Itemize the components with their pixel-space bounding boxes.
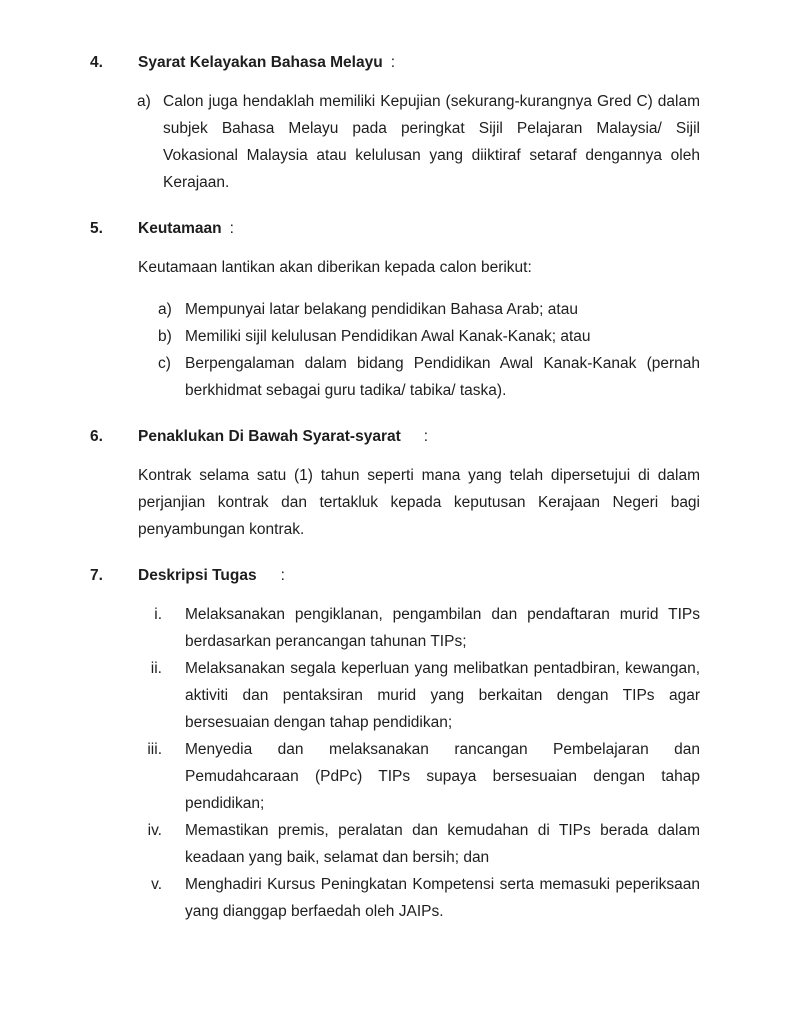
section-5 [90,215,700,404]
section-heading-text: Penaklukan Di Bawah Syarat-syarat [138,428,401,445]
list-item-text: Melaksanakan pengiklanan, pengambilan dan pendaftaran murid TIPs berdasarkan perancangan tahunan TIPs; [185,606,700,650]
list-item [138,601,700,655]
list-item-text: Berpengalaman dalam bidang Pendidikan Awal Kanak-Kanak (pernah berkhidmat sebagai guru tadika/ tabika/ taska). [185,355,700,399]
list-marker: b) [158,328,172,345]
section-6-heading-row [90,423,700,450]
body-paragraph: Kontrak selama satu (1) tahun seperti mana yang telah dipersetujui di dalam perjanjian kontrak dan tertakluk kepada keputusan Kerajaan Negeri bagi penyambungan kontrak. [138,467,700,538]
section-heading [138,423,428,450]
intro-paragraph: Keutamaan lantikan akan diberikan kepada calon berikut: [138,259,532,276]
heading-colon: : [280,567,285,584]
section-6 [90,423,700,543]
list-marker: v. [151,876,162,893]
section-number: 5. [90,220,103,237]
section-heading [138,215,234,242]
list-item-text: Calon juga hendaklah memiliki Kepujian (sekurang-kurangnya Gred C) dalam subjek Bahasa Melayu pada peringkat Sijil Pelajaran Malaysia/ Sijil Vokasional Malaysia atau kelulusan yang diiktiraf setaraf dengannya oleh Kerajaan. [163,93,700,191]
list-item-text: Menyedia dan melaksanakan rancangan Pembelajaran dan Pemudahcaraan (PdPc) TIPs supaya bersesuaian dengan tahap pendidikan; [185,741,700,812]
list-item [158,323,700,350]
list-item-text: Menghadiri Kursus Peningkatan Kompetensi serta memasuki peperiksaan yang dianggap berfaedah oleh JAIPs. [185,876,700,920]
section-5-heading-row [90,215,700,242]
list-item [138,736,700,817]
list-marker: i. [154,606,162,623]
heading-colon: : [423,428,429,445]
section-heading [138,49,395,76]
section-heading-text: Deskripsi Tugas [138,567,257,584]
section-7 [90,562,700,925]
list-marker: iii. [147,741,162,758]
section-7-heading-row [90,562,700,589]
list-marker: ii. [150,660,162,677]
section-4-heading-row [90,49,700,76]
list-item-text: Memiliki sijil kelulusan Pendidikan Awal Kanak-Kanak; atau [185,328,591,345]
list-item [158,350,700,404]
section-number: 6. [90,428,103,445]
list-item-text: Mempunyai latar belakang pendidikan Bahasa Arab; atau [185,301,578,318]
letter-list [138,88,700,196]
list-item [158,296,700,323]
list-marker: iv. [147,822,162,839]
section-heading [138,562,285,589]
letter-list [158,296,700,404]
list-item-text: Melaksanakan segala keperluan yang melibatkan pentadbiran, kewangan, aktiviti dan pentaksiran murid yang berkaitan dengan TIPs agar bersesuaian dengan tahap pendidikan; [185,660,700,731]
list-item [138,655,700,736]
list-marker: a) [158,301,172,318]
list-item [137,88,700,196]
section-number: 4. [90,54,103,71]
section-heading-text: Keutamaan [138,220,222,237]
section-number: 7. [90,567,103,584]
list-item-text: Memastikan premis, peralatan dan kemudahan di TIPs berada dalam keadaan yang baik, selamat dan bersih; dan [185,822,700,866]
section-4 [90,49,700,196]
heading-colon: : [229,220,234,237]
heading-colon: : [390,54,396,71]
list-item [138,871,700,925]
roman-list [138,601,700,925]
section-heading-text: Syarat Kelayakan Bahasa Melayu [138,54,383,71]
list-marker: a) [137,93,151,110]
list-marker: c) [158,355,171,372]
list-item [138,817,700,871]
